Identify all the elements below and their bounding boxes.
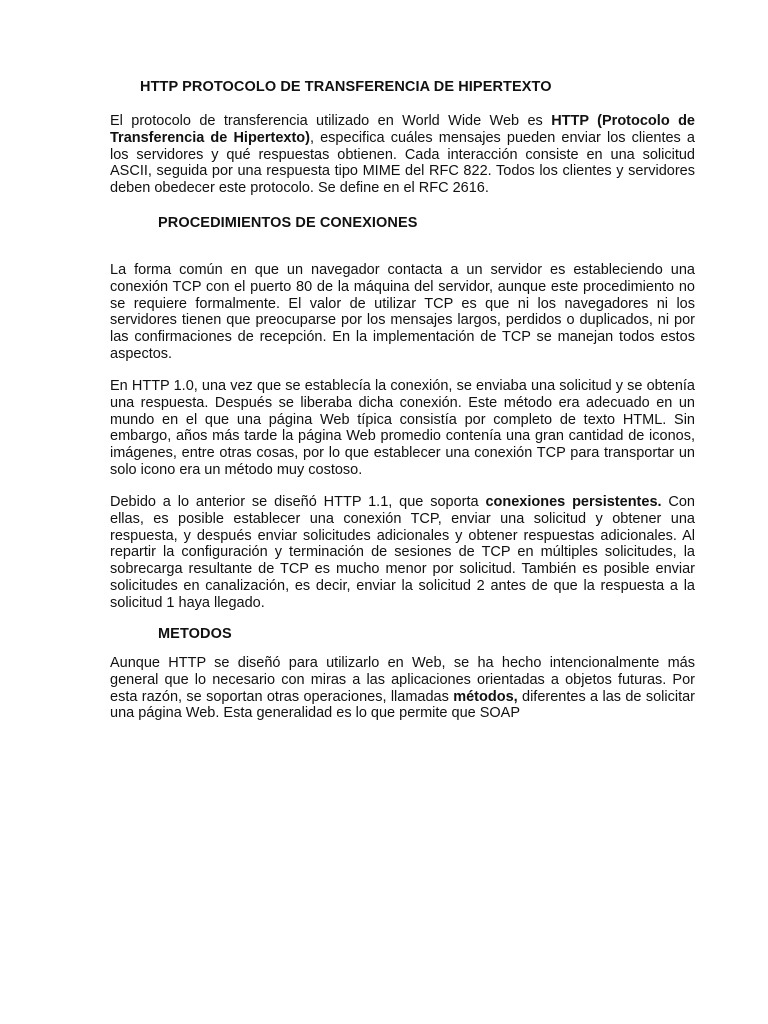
connections-paragraph-3-start: Debido a lo anterior se diseñó HTTP 1.1, que soporta bbox=[110, 494, 486, 510]
methods-paragraph-1-start: Aunque HTTP se diseñó para utilizarlo en Web, se ha hecho intencionalmente más general que lo necesario con miras a las aplicaciones orientadas a objetos futuras. Por esta razón, se soportan otras operaciones, llamadas bbox=[110, 655, 695, 705]
connections-paragraph-3-end: Con ellas, es posible establecer una conexión TCP, enviar una solicitud y obtener una respuesta, y después enviar solicitudes adicionales y obtener respuestas adicionales. Al repartir la configuración y terminación de sesiones de TCP en múltiples solicitudes, la sobrecarga resultante de TCP es mucho menor por solicitud. También es posible enviar solicitudes en canalización, es decir, enviar la solicitud 2 antes de que la respuesta a la solicitud 1 haya llegado. bbox=[110, 494, 695, 611]
persistent-connections-term: conexiones persistentes. bbox=[485, 494, 662, 510]
methods-term: métodos, bbox=[453, 688, 518, 705]
section-heading-methods: METODOS bbox=[158, 626, 232, 642]
methods-paragraph-1-end: diferentes a las de solicitar una página Web. Esta generalidad es lo que permite que SOAP bbox=[110, 688, 695, 722]
connections-paragraph-2: En HTTP 1.0, una vez que se establecía la conexión, se enviaba una solicitud y se obtenía una respuesta. Después se liberaba dicha conexión. Este método era adecuado en un mundo en el que una página Web típica consistía por completo de texto HTML. Sin embargo, años más tarde la página Web promedio contenía una gran cantidad de iconos, imágenes, entre otras cosas, por lo que establecer una conexión TCP para transportar un solo icono era un método muy costoso. bbox=[110, 378, 695, 478]
intro-bold-term: HTTP (Protocolo de Transferencia de Hipertexto) bbox=[110, 113, 695, 146]
intro-text-end: , especifica cuáles mensajes pueden enviar los clientes a los servidores y qué respuestas obtienen. Cada interacción consiste en una solicitud ASCII, seguida por una respuesta tipo MIME del RFC 822. Todos los clientes y servidores deben obedecer este protocolo. Se define en el RFC 2616. bbox=[110, 129, 695, 197]
methods-paragraph-1 bbox=[110, 655, 695, 722]
intro-text-start: El protocolo de transferencia utilizado en World Wide Web es bbox=[110, 113, 552, 129]
intro-paragraph bbox=[110, 113, 695, 197]
connections-paragraph-1: La forma común en que un navegador contacta a un servidor es estableciendo una conexión TCP con el puerto 80 de la máquina del servidor, aunque este procedimiento no se requiere formalmente. El valor de utilizar TCP es que ni los navegadores ni los servidores tienen que preocuparse por los mensajes largos, perdidos o duplicados, ni por las confirmaciones de recepción. En la implementación de TCP se manejan todos estos aspectos. bbox=[110, 262, 695, 362]
connections-paragraph-3 bbox=[110, 494, 695, 612]
document-title: HTTP PROTOCOLO DE TRANSFERENCIA DE HIPERTEXTO bbox=[140, 79, 552, 95]
section-heading-connections: PROCEDIMIENTOS DE CONEXIONES bbox=[158, 215, 418, 231]
